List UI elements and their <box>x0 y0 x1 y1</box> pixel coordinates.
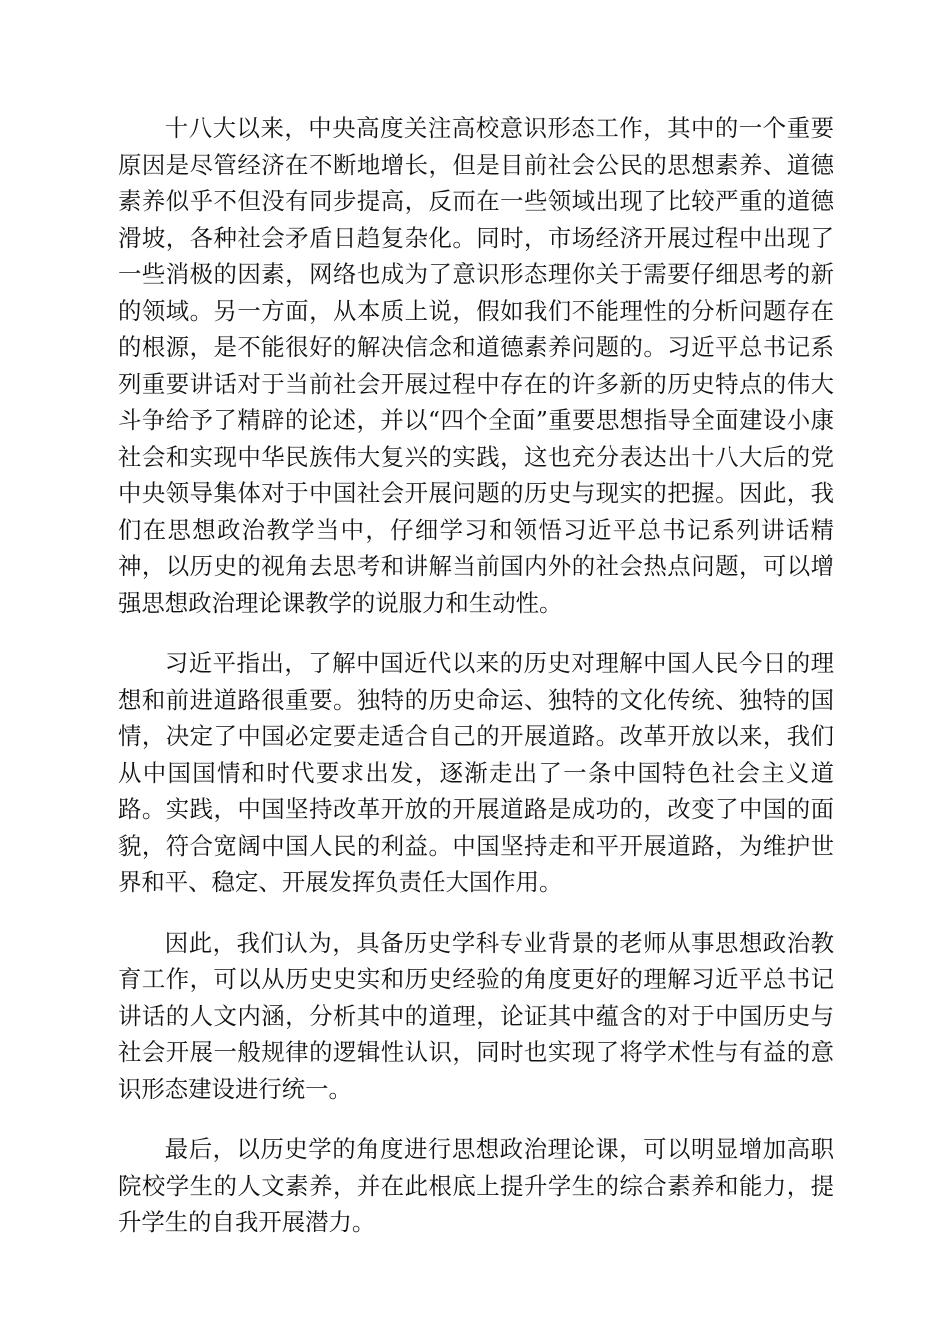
paragraph-1: 十八大以来，中央高度关注高校意识形态工作，其中的一个重要原因是尽管经济在不断地增长，但是目前社会公民的思想素养、道德素养似乎不但没有同步提高，反而在一些领域出现了比较严重的道德滑坡，各种社会矛盾日趋复杂化。同时，市场经济开展过程中出现了一些消极的因素，网络也成为了意识形态理你关于需要仔细思考的新的领域。另一方面，从本质上说，假如我们不能理性的分析问题存在的根源，是不能很好的解决信念和道德素养问题的。习近平总书记系列重要讲话对于当前社会开展过程中存在的许多新的历史特点的伟大斗争给予了精辟的论述，并以“四个全面”重要思想指导全面建设小康社会和实现中华民族伟大复兴的实践，这也充分表达出十八大后的党中央领导集体对于中国社会开展问题的历史与现实的把握。因此，我们在思想政治教学当中，仔细学习和领悟习近平总书记系列讲话精神，以历史的视角去思考和讲解当前国内外的社会热点问题，可以增强思想政治理论课教学的说服力和生动性。 <box>118 114 834 617</box>
paragraph-2: 习近平指出，了解中国近代以来的历史对理解中国人民今日的理想和前进道路很重要。独特的历史命运、独特的文化传统、独特的国情，决定了中国必定要走适合自己的开展道路。改革开放以来，我们从中国国情和时代要求出发，逐渐走出了一条中国特色社会主义道路。实践，中国坚持改革开放的开展道路是成功的，改变了中国的面貌，符合宽阔中国人民的利益。中国坚持走和平开展道路，为维护世界和平、稳定、开展发挥负责任大国作用。 <box>118 649 834 896</box>
paragraph-4: 最后，以历史学的角度进行思想政治理论课，可以明显增加高职院校学生的人文素养，并在此根底上提升学生的综合素养和能力，提升学生的自我开展潜力。 <box>118 1135 834 1236</box>
paragraph-3: 因此，我们认为，具备历史学科专业背景的老师从事思想政治教育工作，可以从历史史实和历史经验的角度更好的理解习近平总书记讲话的人文内涵，分析其中的道理，论证其中蕴含的对于中国历史与社会开展一般规律的逻辑性认识，同时也实现了将学术性与有益的意识形态建设进行统一。 <box>118 928 834 1103</box>
document-page <box>118 110 834 1265</box>
